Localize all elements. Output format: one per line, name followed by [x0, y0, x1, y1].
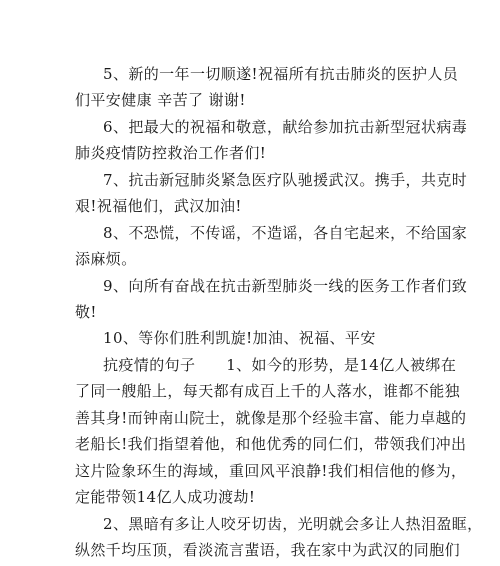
text-line: 7、抗击新冠肺炎紧急医疗队驰援武汉。携手，共克时: [103, 170, 468, 189]
text-line: 们平安健康 辛苦了 谢谢!: [75, 91, 246, 110]
text-line: 了同一艘船上，每天都有成百上千的人落水，谁都不能独: [75, 382, 461, 401]
text-line: 艰!祝福他们，武汉加油!: [75, 197, 242, 216]
text-line: 这片险象环生的海域，重回风平浪静!我们相信他的修为，: [75, 461, 467, 480]
text-line: 敬!: [75, 303, 97, 321]
text-line: 2、黑暗有多让人咬牙切齿，光明就会多让人热泪盈眶，: [103, 514, 483, 533]
text-line: 肺炎疫情防控救治工作者们!: [75, 144, 267, 163]
text-line: 9、向所有奋战在抗击新型肺炎一线的医务工作者们致: [103, 276, 468, 295]
text-line: 5、新的一年一切顺遂!祝福所有抗击肺炎的医护人员: [103, 65, 459, 83]
text-line: 6、把最大的祝福和敬意，献给参加抗击新型冠状病毒: [103, 117, 468, 136]
text-line: 善其身!而钟南山院士，就像是那个经验丰富、能力卓越的: [75, 408, 467, 427]
text-line: 10、等你们胜利凯旋!加油、祝福、平安: [103, 329, 376, 348]
text-line: 纵然千均压顶，看淡流言蜚语，我在家中为武汉的同胞们: [75, 541, 461, 559]
text-line: 添麻烦。: [75, 250, 137, 269]
text-line: 老船长!我们指望着他，和他优秀的同仁们，带领我们冲出: [75, 435, 467, 454]
text-line: 8、不恐慌，不传谣，不造谣，各自宅起来，不给国家: [103, 223, 468, 242]
text-line: 定能带领14亿人成功渡劫!: [75, 488, 256, 507]
text-line: 抗疫情的句子 1、如今的形势，是14亿人被绑在: [103, 355, 457, 374]
